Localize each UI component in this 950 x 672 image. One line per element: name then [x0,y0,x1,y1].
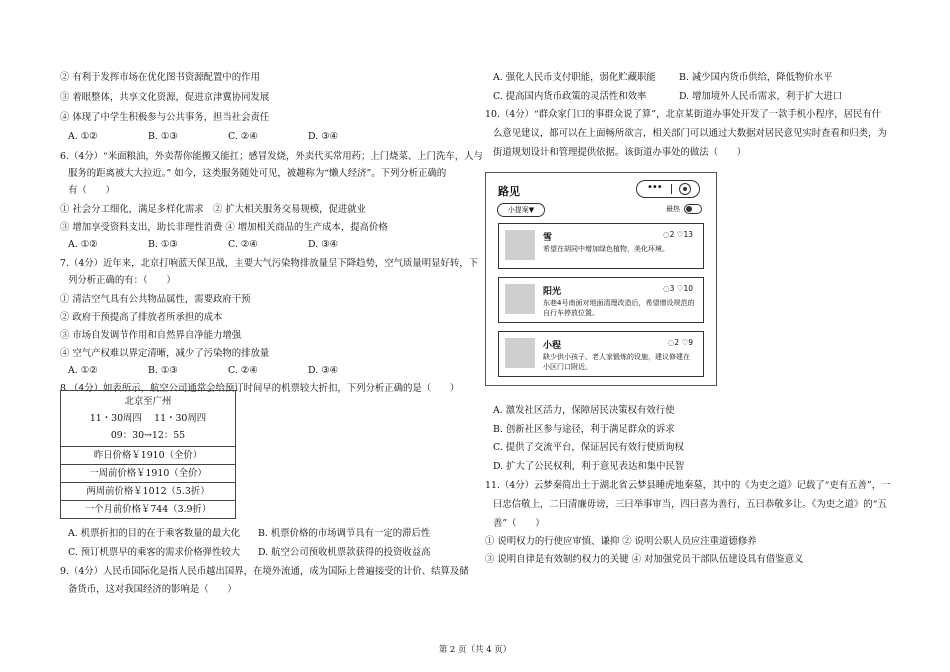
options-q9-row2 [493,91,842,103]
question-6: 6.（4分）“米面粮油，外卖帮你能搬又能扛；感冒发烧，外卖代买常用药；上门烧菜、上门洗车，人与 [60,151,483,162]
option: D. 扩大了公民权利，利于意见表达和集中民智 [493,461,685,472]
sort-label: 最热 [666,205,680,213]
ticket-row: 一个月前价格￥744（3.9折） [61,501,236,519]
text-line: ① 社会分工细化，满足多样化需求 ② 扩大相关服务交易规模，促进就业 [60,204,366,215]
option: D. 增加境外人民币需求，利于扩大进口 [679,91,843,102]
app-title: 路见 [498,185,520,198]
app-screenshot [485,172,717,386]
option: D. 航空公司预收机票款获得的投资收益高 [258,547,431,558]
text-line: ② 政府干预提高了排放者所承担的成本 [60,312,223,323]
ticket-row: 昨日价格￥1910（全价） [61,447,236,465]
options-q8-row1 [68,528,430,540]
divider [671,184,672,194]
text-line: ③ 市场自发调节作用和自然界自净能力增强 [60,330,242,341]
text-line: ③ 着眼整体，共享文化资源，促进京津冀协同发展 [60,92,270,103]
proposal-card [498,331,704,377]
card-text: 希望在胡同中增加绿色植物，美化环境。 [543,245,669,253]
option: C. ②④ [228,131,258,142]
miniprogram-capsule [636,180,700,198]
ticket-dates: 11・30周四 11・30周四 [89,413,207,424]
option: B. ①③ [148,131,178,142]
options-q6 [68,239,388,251]
question-9: 9.（4分）人民币国际化是指人民币越出国界，在境外流通，成为国际上普遍接受的计价、结算及储 [60,566,469,577]
card-stats: ◌2 ♡13 [663,230,693,239]
option: A. 机票折扣的目的在于乘客数量的最大化 [68,528,241,539]
text-line: ③ 说明自律是有效制约权力的关键 ④ 对加强党员干部队伍建设具有借鉴意义 [485,554,804,565]
options-q8-row2 [68,547,431,559]
option: C. ②④ [228,239,258,250]
avatar [505,284,535,314]
text-line: 街道规划设计和管理提供依据。该街道办事处的做法（ ） [493,147,747,158]
close-target-icon [679,183,691,195]
text-line: 列分析正确的有：（ ） [68,275,176,286]
ticket-row: 两周前价格￥1012（5.3折） [61,483,236,501]
proposal-card [498,223,704,269]
user-name: 小程 [543,341,562,351]
ticket-row: 一周前价格￥1910（全价） [61,465,236,483]
option: C. 提高国内货币政策的灵活性和效率 [493,91,647,102]
ticket-header [61,391,236,447]
text-line: 善”（ ） [493,518,545,529]
option: B. 减少国内货币供给，降低物价水平 [679,72,833,83]
text-line: ③ 增加享受资料支出，助长非理性消费 ④ 增加相关商品的生产成本，提高价格 [60,222,388,233]
card-text: 东巷4号南面对地面清理改造后，希望增设规范的自行车停放位置。 [543,299,695,317]
text-line: ① 清洁空气具有公共物品属性，需要政府干预 [60,294,251,305]
option: A. ①② [68,239,98,250]
option: A. ①② [68,131,98,142]
text-line: 么意见建议，都可以在上面畅所欲言，相关部门可以通过大数据对居民意见实时查看和归类，为 [493,128,887,139]
text-line: 曰忠信敬上，二曰清廉毋谤，三曰举事审当，四曰喜为善行，五曰恭敬多让。《为吏之道》的“五 [493,499,887,510]
option: B. ①③ [148,239,178,250]
text-line: ④ 体现了中学生积极参与公共事务，担当社会责任 [60,112,270,123]
option: C. 提供了交流平台，保证居民有效行使质询权 [493,442,684,453]
text-line: 备货币，这对我国经济的影响是（ ） [68,584,237,595]
text-line: 有（ ） [68,185,115,196]
toggle-icon [684,204,702,214]
sort-toggle [666,204,702,214]
category-dropdown: 小提案▼ [497,203,545,217]
option: D. ③④ [308,239,338,250]
question-7: 7.（4分）近年来，北京打响蓝天保卫战，主要大气污染物排放量呈下降趋势，空气质量明显好转，下 [60,258,479,269]
user-name: 阳光 [543,287,562,297]
text-line: ② 有利于发挥市场在优化图书资源配置中的作用 [60,72,260,83]
option: A. 激发社区活力，保障居民决策权有效行使 [493,405,675,416]
more-icon: ••• [647,182,662,193]
options-q7 [68,365,388,377]
question-11: 11.（4分）云梦秦简出土于湖北省云梦县睡虎地秦墓，其中的《为吏之道》记载了“吏有五善”，一 [485,480,891,491]
user-name: 雪 [543,233,553,243]
avatar [505,338,535,368]
option: A. ①② [68,365,98,376]
option: C. ②④ [228,365,258,376]
option: D. ③④ [308,365,338,376]
option: B. ①③ [148,365,178,376]
card-stats: ◌3 ♡10 [663,284,693,293]
avatar [505,230,535,260]
options-q5 [68,131,388,143]
card-stats: ◌2 ♡9 [667,338,693,347]
option: D. ③④ [308,131,338,142]
question-8: 8.（4分）如表所示，航空公司通常会给预订时间早的机票较大折扣，下列分析正确的是（ ） [60,383,460,394]
page-footer: 第 2 页（共 4 页） [438,645,512,655]
ticket-route: 北京至广州 [124,396,172,407]
ticket-price-table [60,390,236,519]
text-line: ④ 空气产权难以界定清晰，减少了污染物的排放量 [60,348,270,359]
card-text: 缺少供小孩子、老人家锻炼的设施，建议修建在小区门口附近。 [543,353,690,371]
ticket-time: 09：30→12：55 [110,430,186,441]
question-10: 10.（4分）“群众家门口的事群众说了算”，北京某街道办事处开发了一款手机小程序，居民有什 [485,109,882,120]
options-q9-row1 [493,72,832,84]
option: B. 机票价格的市场调节具有一定的滞后性 [258,528,431,539]
proposal-card [498,277,704,323]
option: C. 预订机票早的乘客的需求价格弹性较大 [68,547,241,558]
text-line: ① 说明权力的行使应审慎、谦抑 ② 说明公职人员应注重道德修养 [485,536,757,547]
option: A. 强化人民币支付职能，弱化贮藏职能 [493,72,656,83]
text-line: 服务的距离被大大拉近。” 如今，这类服务随处可见，被趣称为“懒人经济”。下列分析正确的 [68,168,447,179]
option: B. 创新社区参与途径，利于满足群众的诉求 [493,424,675,435]
